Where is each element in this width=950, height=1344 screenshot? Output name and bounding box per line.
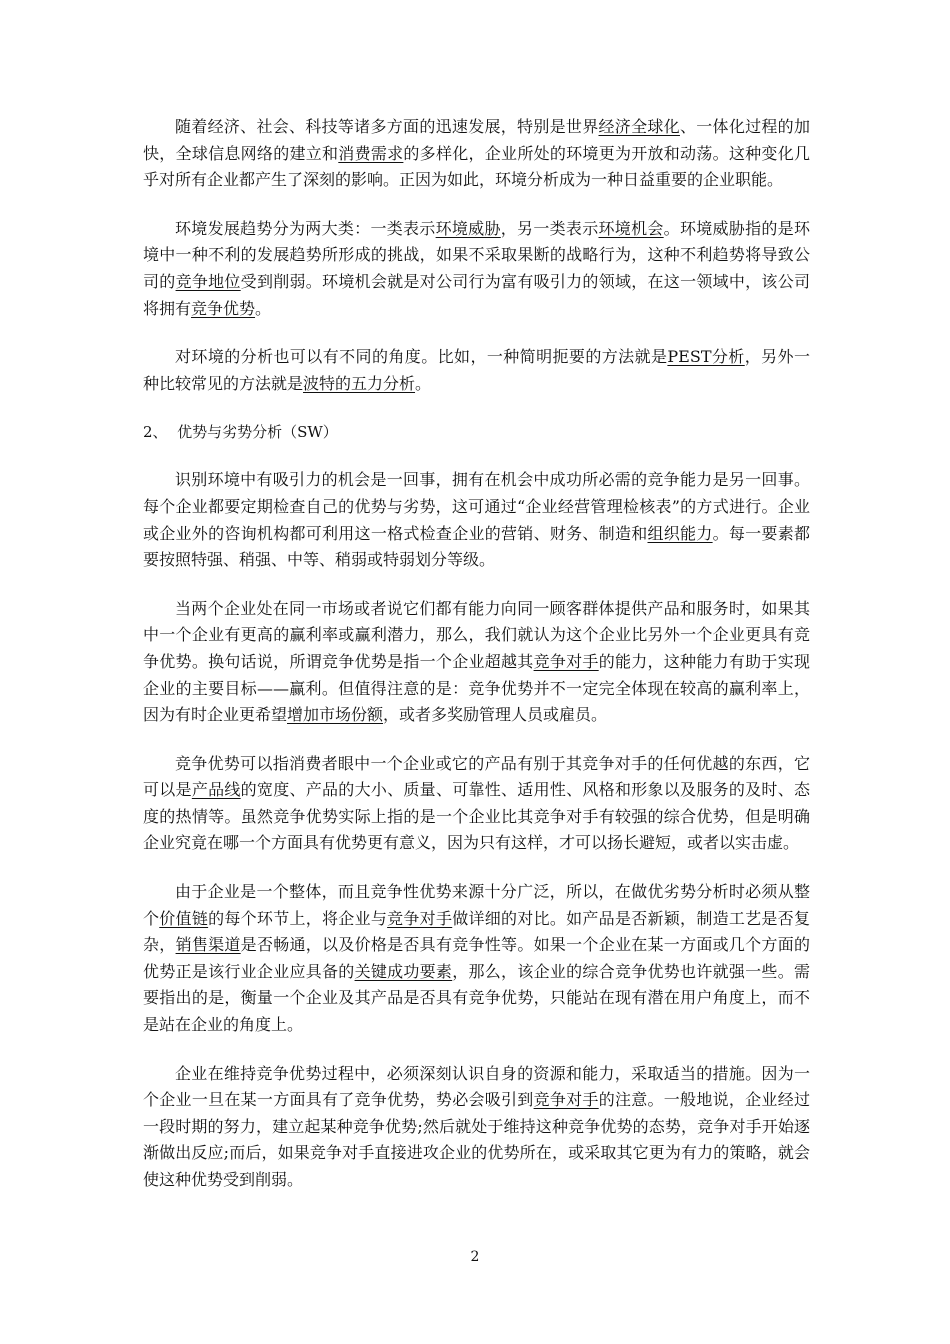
paragraph <box>143 216 810 322</box>
text-run: 的能力，这种能力有助于实现企业的主要目标——赢利。但值得注意的是：竞争优势并不一定完全体现在较高的赢利率上，因为有时企业更希望 <box>143 651 810 725</box>
hyperlink[interactable]: 波特的五力分析 <box>303 373 416 393</box>
hyperlink[interactable]: 经济全球化 <box>598 117 680 136</box>
text-run: 。每一要素都要按照特强、稍强、中等、稍弱或特弱划分等级。 <box>143 523 810 570</box>
section-heading: 2、 优势与劣势分析（SW） <box>143 423 338 442</box>
hyperlink[interactable]: 竞争对手 <box>387 908 453 928</box>
text-run: 受到削弱。环境机会就是对公司行为富有吸引力的领域，在这一领域中，该公司将拥有 <box>143 271 810 318</box>
text-run: 的宽度、产品的大小、质量、可靠性、适用性、风格和形象以及服务的及时、态度的热情等。虽然竞争优势实际上指的是一个企业比其竞争对手有较强的综合优势，但是明确企业究竟在哪一个方面具有优势更有意义，因为只有这样，才可以扬长避短，或者以实击虚。 <box>143 780 810 853</box>
hyperlink[interactable]: 消费需求 <box>338 143 404 163</box>
text-run: 的多样化，企业所处的环境更为开放和动荡。这种变化几乎对所有企业都产生了深刻的影响。正因为如此，环境分析成为一种日益重要的企业职能。 <box>143 143 810 190</box>
text-run: 做详细的对比。如产品是否新颖，制造工艺是否复杂， <box>143 908 810 955</box>
text-run: ，那么，该企业的综合竞争优势也许就强一些。需要指出的是，衡量一个企业及其产品是否具有竞争优势，只能站在现有潜在用户角度上，而不是站在企业的角度上。 <box>143 961 810 1035</box>
text-run: 。环境威胁指的是环境中一种不利的发展趋势所形成的挑战，如果不采取果断的战略行为，这种不利趋势将导致公司的 <box>143 218 810 291</box>
hyperlink[interactable]: 关键成功要素 <box>354 961 453 981</box>
hyperlink[interactable]: 销售渠道 <box>175 935 241 955</box>
paragraph <box>143 344 810 397</box>
text-run: 竞争优势可以指消费者眼中一个企业或它的产品有别于其竞争对手的任何优越的东西，它可以是 <box>143 753 810 800</box>
text-run: 。 <box>415 373 432 393</box>
text-run: ，另外一种比较常见的方法就是 <box>143 347 810 393</box>
text-run: 随着经济、社会、科技等诸多方面的迅速发展，特别是世界 <box>175 117 599 136</box>
text-run: ，另一类表示 <box>500 218 599 238</box>
hyperlink[interactable]: 竞争对手 <box>533 1090 599 1110</box>
page-number: 2 <box>470 1249 480 1265</box>
hyperlink[interactable]: 价值链 <box>159 908 209 928</box>
text-run: 当两个企业处在同一市场或者说它们都有能力向同一顾客群体提供产品和服务时，如果其中一个企业有更高的赢利率或赢利潜力，那么，我们就认为这个企业比另外一个企业更具有竞争优势。换句话说，所谓竞争优势是指一个企业超越其 <box>143 598 810 671</box>
paragraph <box>143 879 810 1039</box>
hyperlink[interactable]: 竞争地位 <box>175 271 241 291</box>
text-run: 。 <box>255 298 272 318</box>
text-run: 是否畅通，以及价格是否具有竞争性等。如果一个企业在某一方面或几个方面的优势正是该行业企业应具备的 <box>143 935 810 981</box>
text-run: 识别环境中有吸引力的机会是一回事，拥有在机会中成功所必需的竞争能力是另一回事。每个企业都要定期检查自己的优势与劣势，这可通过“企业经营管理检核表”的方式进行。企业或企业外的咨询机构都可利用这一格式检查企业的营销、财务、制造和 <box>143 470 810 543</box>
hyperlink[interactable]: 竞争优势 <box>191 298 256 318</box>
text-run: 环境发展趋势分为两大类：一类表示 <box>175 218 436 238</box>
text-run: 的每个环节上，将企业与 <box>208 908 388 928</box>
hyperlink[interactable]: 环境威胁 <box>435 218 501 238</box>
paragraph <box>143 467 810 573</box>
hyperlink[interactable]: PEST分析 <box>667 347 745 367</box>
paragraph <box>143 751 810 857</box>
text-run: 由于企业是一个整体，而且竞争性优势来源十分广泛，所以，在做优劣势分析时必须从整个 <box>143 882 810 928</box>
hyperlink[interactable]: 增加市场份额 <box>287 705 384 725</box>
text-run: 对环境的分析也可以有不同的角度。比如，一种简明扼要的方法就是 <box>175 347 668 367</box>
text-run: 企业在维持竞争优势过程中，必须深刻认识自身的资源和能力，采取适当的措施。因为一个企业一旦在某一方面具有了竞争优势，势必会吸引到 <box>143 1063 810 1110</box>
text-run: 、一体化过程的加快，全球信息网络的建立和 <box>143 117 810 163</box>
hyperlink[interactable]: 竞争对手 <box>533 651 599 671</box>
document-body <box>143 114 810 1216</box>
paragraph <box>143 114 810 194</box>
hyperlink[interactable]: 产品线 <box>191 780 241 800</box>
paragraph <box>143 1061 810 1194</box>
hyperlink[interactable]: 组织能力 <box>647 523 713 543</box>
paragraph <box>143 596 810 729</box>
hyperlink[interactable]: 环境机会 <box>598 218 664 238</box>
text-run: 的注意。一般地说，企业经过一段时期的努力，建立起某种竞争优势;然后就处于维持这种竞争优势的态势，竞争对手开始逐渐做出反应;而后，如果竞争对手直接进攻企业的优势所在，或采取其它更为有力的策略，就会使这种优势受到削弱。 <box>143 1090 810 1189</box>
text-run: ，或者多奖励管理人员或雇员。 <box>383 705 608 725</box>
